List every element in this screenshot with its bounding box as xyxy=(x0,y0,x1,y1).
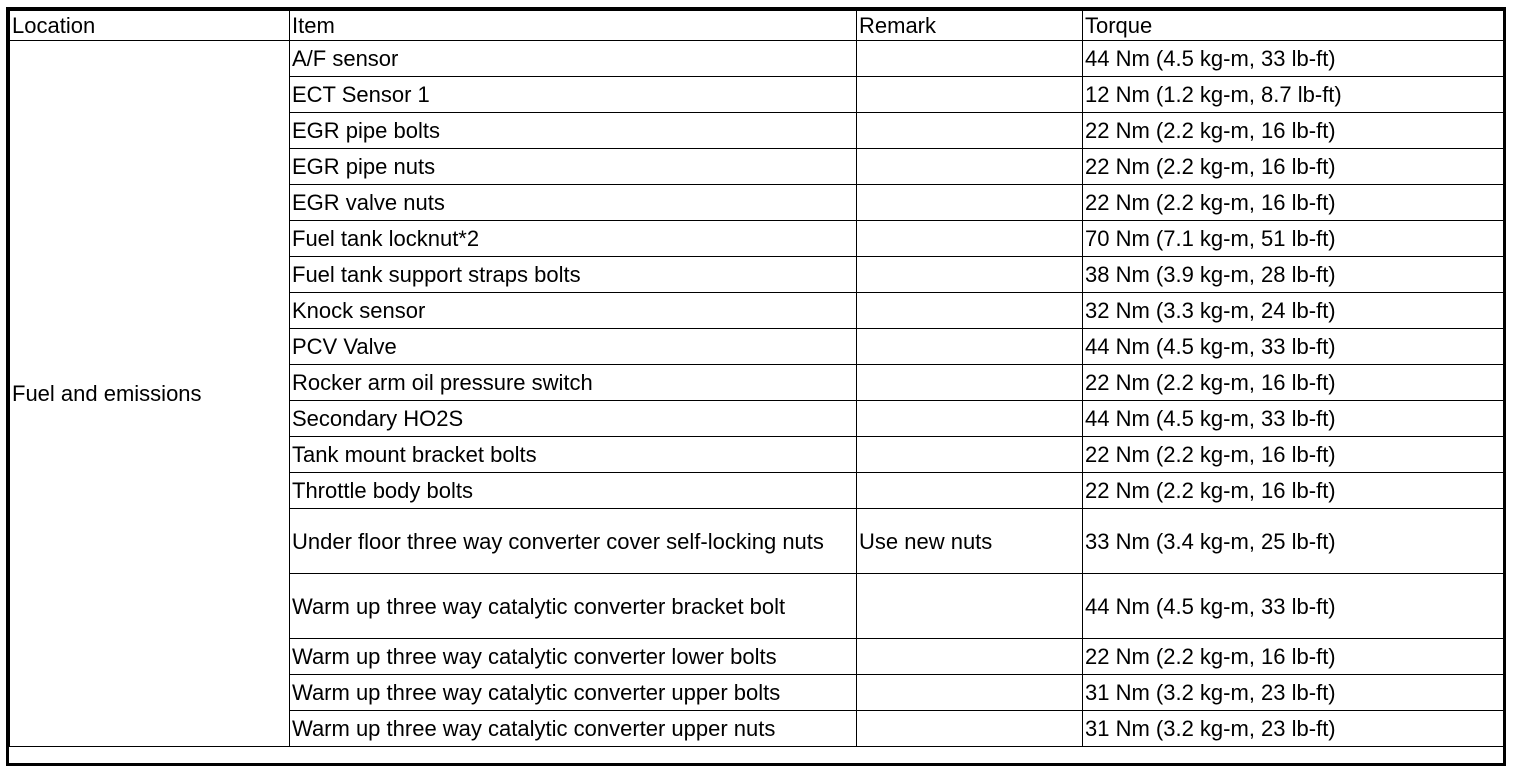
item-cell: ECT Sensor 1 xyxy=(290,77,857,113)
remark-cell xyxy=(857,437,1083,473)
item-cell: EGR pipe nuts xyxy=(290,149,857,185)
torque-cell: 12 Nm (1.2 kg-m, 8.7 lb-ft) xyxy=(1083,77,1504,113)
item-cell: Throttle body bolts xyxy=(290,473,857,509)
remark-cell xyxy=(857,257,1083,293)
item-cell: Warm up three way catalytic converter upper bolts xyxy=(290,675,857,711)
torque-cell: 44 Nm (4.5 kg-m, 33 lb-ft) xyxy=(1083,574,1504,639)
torque-cell: 31 Nm (3.2 kg-m, 23 lb-ft) xyxy=(1083,675,1504,711)
remark-cell xyxy=(857,185,1083,221)
item-cell: EGR pipe bolts xyxy=(290,113,857,149)
item-cell: EGR valve nuts xyxy=(290,185,857,221)
torque-cell: 44 Nm (4.5 kg-m, 33 lb-ft) xyxy=(1083,401,1504,437)
torque-table xyxy=(9,10,1504,747)
remark-cell xyxy=(857,401,1083,437)
torque-cell: 22 Nm (2.2 kg-m, 16 lb-ft) xyxy=(1083,437,1504,473)
item-cell: Fuel tank locknut*2 xyxy=(290,221,857,257)
remark-cell xyxy=(857,77,1083,113)
item-cell: PCV Valve xyxy=(290,329,857,365)
torque-cell: 22 Nm (2.2 kg-m, 16 lb-ft) xyxy=(1083,149,1504,185)
header-item: Item xyxy=(290,11,857,41)
remark-cell xyxy=(857,149,1083,185)
remark-cell xyxy=(857,711,1083,747)
remark-cell xyxy=(857,221,1083,257)
item-cell: Secondary HO2S xyxy=(290,401,857,437)
remark-cell xyxy=(857,473,1083,509)
item-cell: Knock sensor xyxy=(290,293,857,329)
remark-cell xyxy=(857,329,1083,365)
torque-spec-sheet xyxy=(6,7,1506,766)
header-location: Location xyxy=(10,11,290,41)
torque-cell: 22 Nm (2.2 kg-m, 16 lb-ft) xyxy=(1083,365,1504,401)
torque-cell: 22 Nm (2.2 kg-m, 16 lb-ft) xyxy=(1083,185,1504,221)
torque-cell: 70 Nm (7.1 kg-m, 51 lb-ft) xyxy=(1083,221,1504,257)
item-cell: Warm up three way catalytic converter lower bolts xyxy=(290,639,857,675)
item-cell: A/F sensor xyxy=(290,41,857,77)
remark-cell xyxy=(857,293,1083,329)
remark-cell xyxy=(857,639,1083,675)
torque-cell: 22 Nm (2.2 kg-m, 16 lb-ft) xyxy=(1083,639,1504,675)
table-header-row xyxy=(10,11,1504,41)
torque-cell: 44 Nm (4.5 kg-m, 33 lb-ft) xyxy=(1083,41,1504,77)
torque-cell: 44 Nm (4.5 kg-m, 33 lb-ft) xyxy=(1083,329,1504,365)
location-cell: Fuel and emissions xyxy=(10,41,290,747)
remark-cell xyxy=(857,574,1083,639)
remark-cell xyxy=(857,41,1083,77)
item-cell: Warm up three way catalytic converter upper nuts xyxy=(290,711,857,747)
table-row xyxy=(10,41,1504,77)
header-torque: Torque xyxy=(1083,11,1504,41)
item-cell: Tank mount bracket bolts xyxy=(290,437,857,473)
item-cell: Warm up three way catalytic converter bracket bolt xyxy=(290,574,857,639)
torque-cell: 38 Nm (3.9 kg-m, 28 lb-ft) xyxy=(1083,257,1504,293)
remark-cell xyxy=(857,365,1083,401)
torque-cell: 22 Nm (2.2 kg-m, 16 lb-ft) xyxy=(1083,113,1504,149)
header-remark: Remark xyxy=(857,11,1083,41)
torque-cell: 31 Nm (3.2 kg-m, 23 lb-ft) xyxy=(1083,711,1504,747)
torque-cell: 22 Nm (2.2 kg-m, 16 lb-ft) xyxy=(1083,473,1504,509)
remark-cell xyxy=(857,675,1083,711)
item-cell: Under floor three way converter cover self-locking nuts xyxy=(290,509,857,574)
item-cell: Rocker arm oil pressure switch xyxy=(290,365,857,401)
remark-cell xyxy=(857,113,1083,149)
torque-cell: 33 Nm (3.4 kg-m, 25 lb-ft) xyxy=(1083,509,1504,574)
item-cell: Fuel tank support straps bolts xyxy=(290,257,857,293)
remark-cell: Use new nuts xyxy=(857,509,1083,574)
torque-cell: 32 Nm (3.3 kg-m, 24 lb-ft) xyxy=(1083,293,1504,329)
